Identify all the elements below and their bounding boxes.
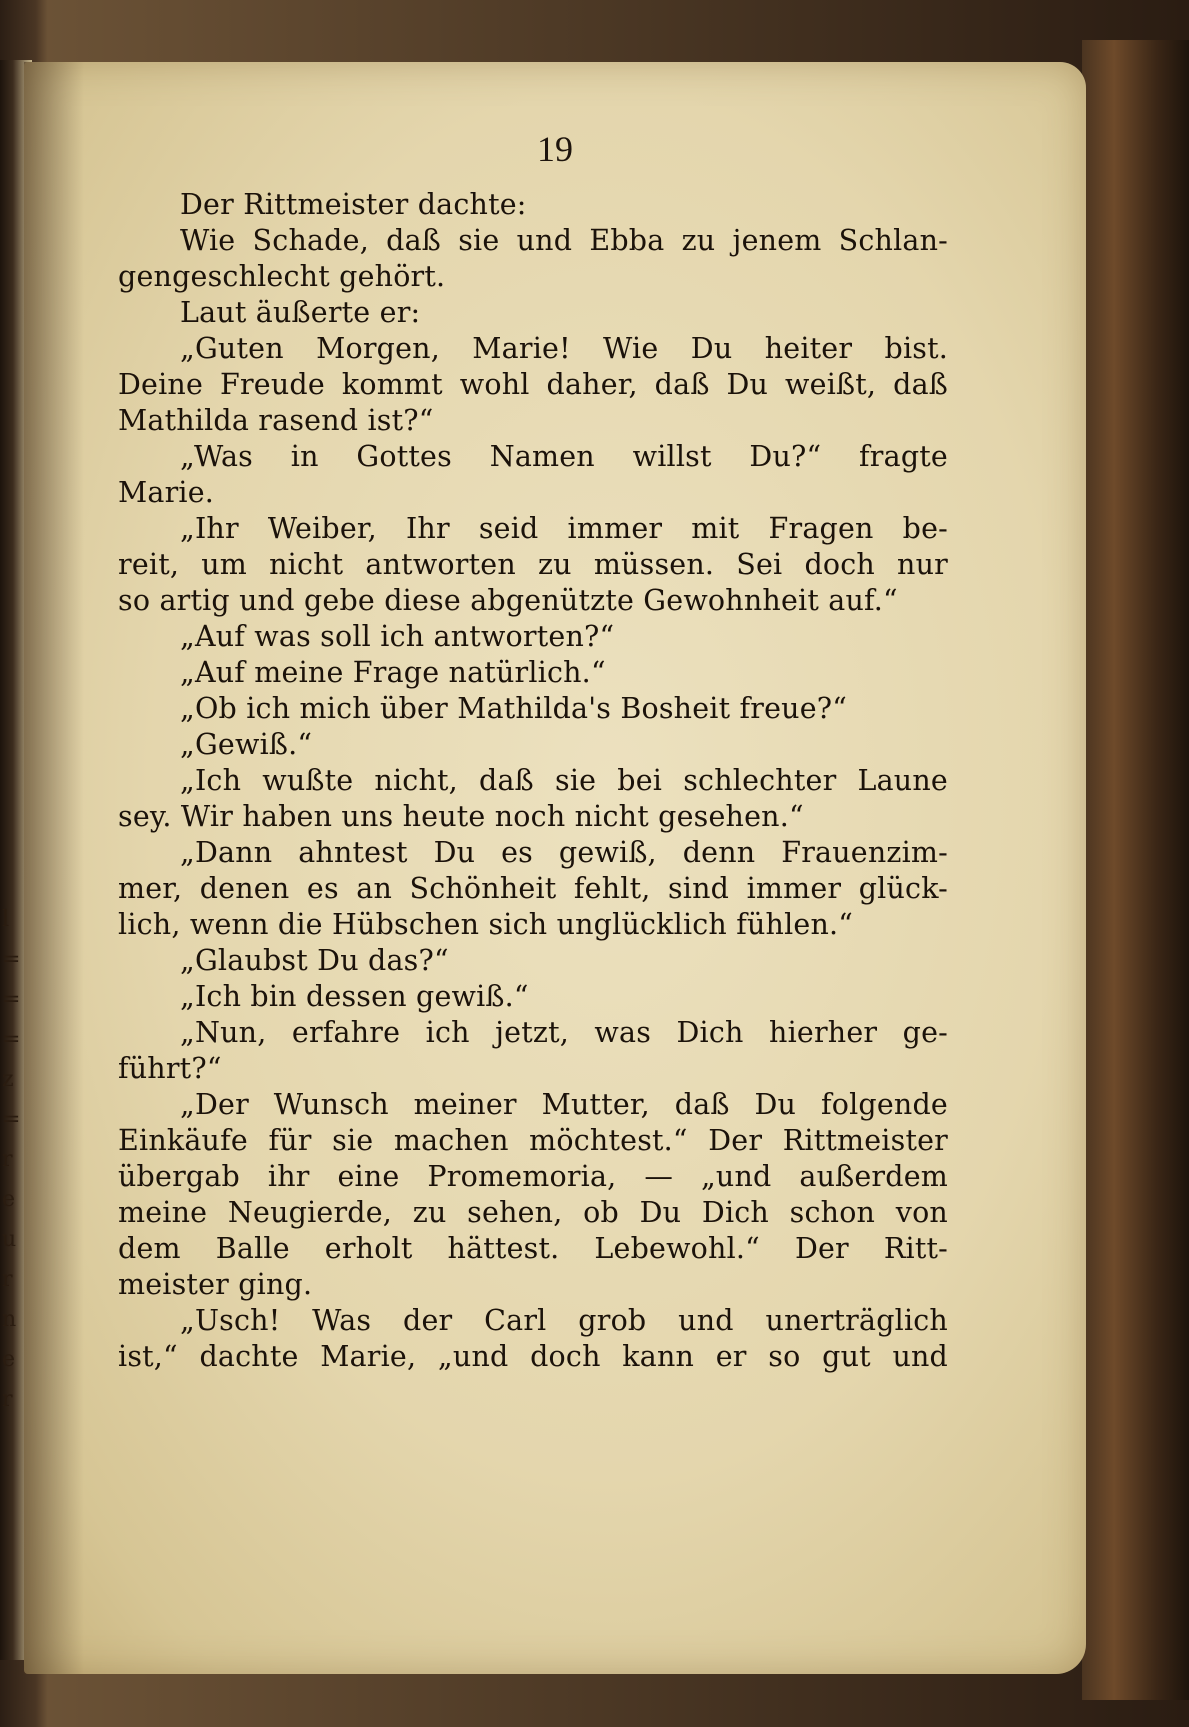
text-line: Mathilda rasend ist?“: [118, 404, 434, 437]
text-line: Einkäufe für sie machen möchtest.“ Der Rittmeister: [118, 1124, 948, 1157]
bleed-glyph: =: [2, 947, 21, 972]
text-line: „Ihr Weiber, Ihr seid immer mit Fragen be-: [180, 512, 948, 545]
text-line: „Usch! Was der Carl grob und unerträglich: [180, 1304, 948, 1337]
text-line: „Ich wußte nicht, daß sie bei schlechter Laune: [180, 764, 948, 797]
text-line: „Glaubst Du das?“: [180, 944, 449, 977]
bleed-glyph: l: [2, 907, 10, 932]
text-line: „Gewiß.“: [180, 728, 313, 761]
text-line: „Nun, erfahre ich jetzt, was Dich hierher ge-: [180, 1016, 948, 1049]
bleed-glyph: r: [2, 1267, 13, 1292]
text-line: Wie Schade, daß sie und Ebba zu jenem Schlan-: [180, 224, 948, 257]
text-line: führt?“: [118, 1052, 222, 1085]
text-line: gengeschlecht gehört.: [118, 260, 446, 293]
text-line: ist,“ dachte Marie, „und doch kann er so gut und: [118, 1340, 948, 1373]
bleed-glyph: r: [2, 1147, 13, 1172]
text-line: dem Balle erholt hättest. Lebewohl.“ Der Ritt-: [118, 1232, 948, 1265]
text-line: Der Rittmeister dachte:: [180, 188, 527, 221]
text-line: „Ob ich mich über Mathilda's Bosheit freue?“: [180, 692, 848, 725]
text-line: Deine Freude kommt wohl daher, daß Du weißt, daß: [118, 368, 948, 401]
text-line: sey. Wir haben uns heute noch nicht gesehen.“: [118, 800, 804, 833]
bleed-glyph: e: [2, 1347, 16, 1372]
text-line: so artig und gebe diese abgenützte Gewohnheit auf.“: [118, 584, 898, 617]
text-line: „Auf meine Frage natürlich.“: [180, 656, 606, 689]
text-line: „Der Wunsch meiner Mutter, daß Du folgende: [180, 1088, 948, 1121]
text-line: Marie.: [118, 476, 215, 509]
bleed-glyph: r: [2, 1387, 13, 1412]
text-line: „Dann ahntest Du es gewiß, denn Frauenzim-: [180, 836, 948, 869]
book-page: [24, 62, 1086, 1674]
text-line: reit, um nicht antworten zu müssen. Sei doch nur: [118, 548, 948, 581]
text-line: „Ich bin dessen gewiß.“: [180, 980, 529, 1013]
body-text: [118, 187, 948, 1375]
text-line: lich, wenn die Hübschen sich unglücklich fühlen.“: [118, 908, 854, 941]
page-gutter-shadow: [24, 62, 84, 1674]
bleed-glyph: u: [2, 1227, 17, 1252]
page-number: 19: [537, 129, 573, 169]
text-line: meister ging.: [118, 1268, 313, 1301]
facing-page-text-bleed: [0, 900, 22, 1420]
book-cover-edge: [1082, 40, 1189, 1700]
bleed-glyph: =: [2, 987, 21, 1012]
text-line: mer, denen es an Schönheit fehlt, sind immer glück-: [118, 872, 948, 905]
bleed-glyph: n: [2, 1307, 17, 1332]
text-line: übergab ihr eine Promemoria, — „und außerdem: [118, 1160, 948, 1193]
text-line: Laut äußerte er:: [180, 296, 421, 329]
bleed-glyph: e: [2, 1187, 16, 1212]
bleed-glyph: =: [2, 1107, 21, 1132]
text-line: „Auf was soll ich antworten?“: [180, 620, 615, 653]
text-line: „Was in Gottes Namen willst Du?“ fragte: [180, 440, 948, 473]
bleed-glyph: =: [2, 1027, 21, 1052]
text-line: meine Neugierde, zu sehen, ob Du Dich schon von: [118, 1196, 948, 1229]
bleed-glyph: z: [2, 1067, 14, 1092]
text-line: „Guten Morgen, Marie! Wie Du heiter bist.: [180, 332, 948, 365]
